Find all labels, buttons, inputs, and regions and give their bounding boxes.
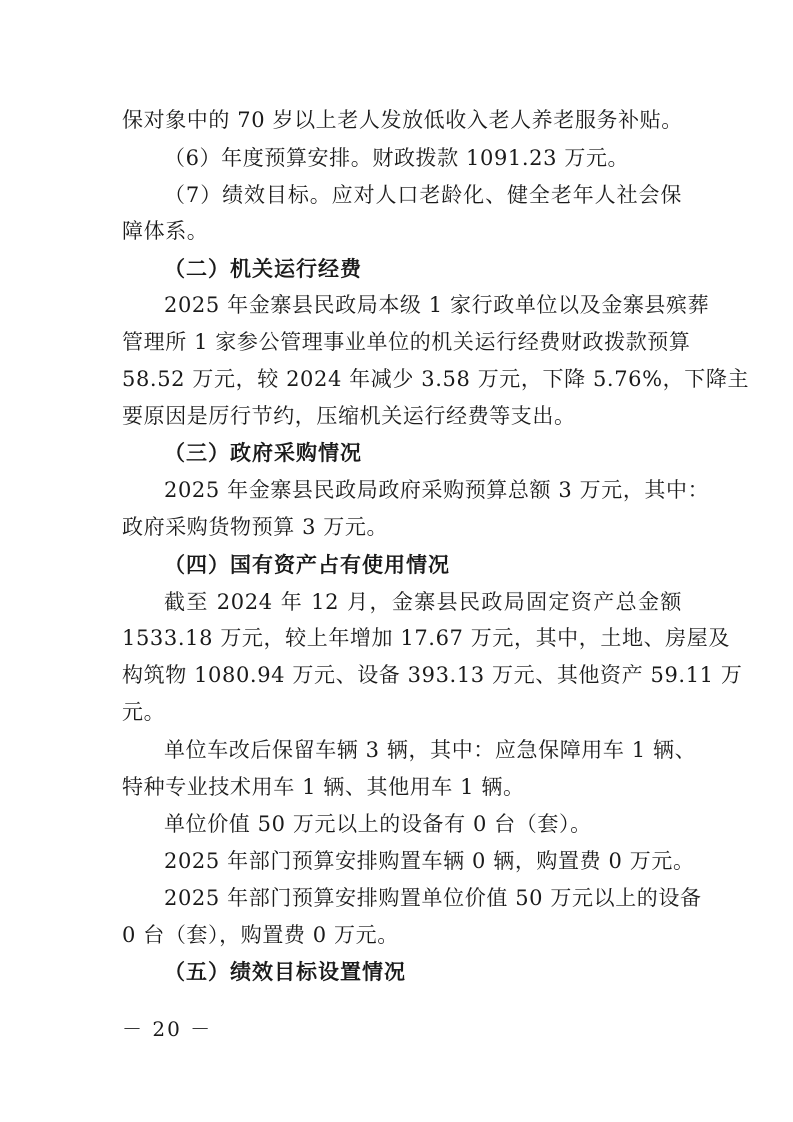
section-heading: （三）政府采购情况 bbox=[164, 441, 362, 465]
paragraph-line: 构筑物 1080.94 万元、设备 393.13 万元、其他资产 59.11 万 bbox=[122, 663, 743, 687]
paragraph-line: 管理所 1 家参公管理事业单位的机关运行经费财政拨款预算 bbox=[122, 330, 691, 354]
paragraph-line: 保对象中的 70 岁以上老人发放低收入老人养老服务补贴。 bbox=[122, 108, 683, 132]
paragraph-line: 单位车改后保留车辆 3 辆，其中：应急保障用车 1 辆、 bbox=[164, 738, 697, 762]
paragraph-line: 障体系。 bbox=[122, 219, 209, 243]
paragraph-line: 2025 年部门预算安排购置车辆 0 辆，购置费 0 万元。 bbox=[164, 849, 695, 873]
paragraph-line: 1533.18 万元，较上年增加 17.67 万元，其中，土地、房屋及 bbox=[122, 626, 730, 650]
paragraph-line: 2025 年金寨县民政局本级 1 家行政单位以及金寨县殡葬 bbox=[164, 293, 710, 317]
paragraph-line: 政府采购货物预算 3 万元。 bbox=[122, 515, 389, 539]
paragraph-line: 截至 2024 年 12 月，金寨县民政局固定资产总金额 bbox=[164, 590, 682, 614]
paragraph-line: （7）绩效目标。应对人口老龄化、健全老年人社会保 bbox=[164, 183, 682, 207]
paragraph-line: 58.52 万元，较 2024 年减少 3.58 万元，下降 5.76%，下降主 bbox=[122, 367, 750, 391]
paragraph-line: 特种专业技术用车 1 辆、其他用车 1 辆。 bbox=[122, 775, 525, 799]
paragraph-line: （6）年度预算安排。财政拨款 1091.23 万元。 bbox=[164, 146, 630, 170]
paragraph-line: 单位价值 50 万元以上的设备有 0 台（套）。 bbox=[164, 812, 592, 836]
paragraph-line: 2025 年部门预算安排购置单位价值 50 万元以上的设备 bbox=[164, 886, 702, 910]
paragraph-line: 元。 bbox=[122, 700, 166, 724]
paragraph-line: 2025 年金寨县民政局政府采购预算总额 3 万元，其中： bbox=[164, 478, 710, 502]
section-heading: （五）绩效目标设置情况 bbox=[164, 960, 406, 984]
section-heading: （四）国有资产占有使用情况 bbox=[164, 553, 450, 577]
section-heading: （二）机关运行经费 bbox=[164, 257, 362, 281]
paragraph-line: 要原因是厉行节约，压缩机关运行经费等支出。 bbox=[122, 404, 576, 428]
page-number: － 20 － bbox=[122, 1017, 213, 1041]
paragraph-line: 0 台（套），购置费 0 万元。 bbox=[122, 923, 399, 947]
